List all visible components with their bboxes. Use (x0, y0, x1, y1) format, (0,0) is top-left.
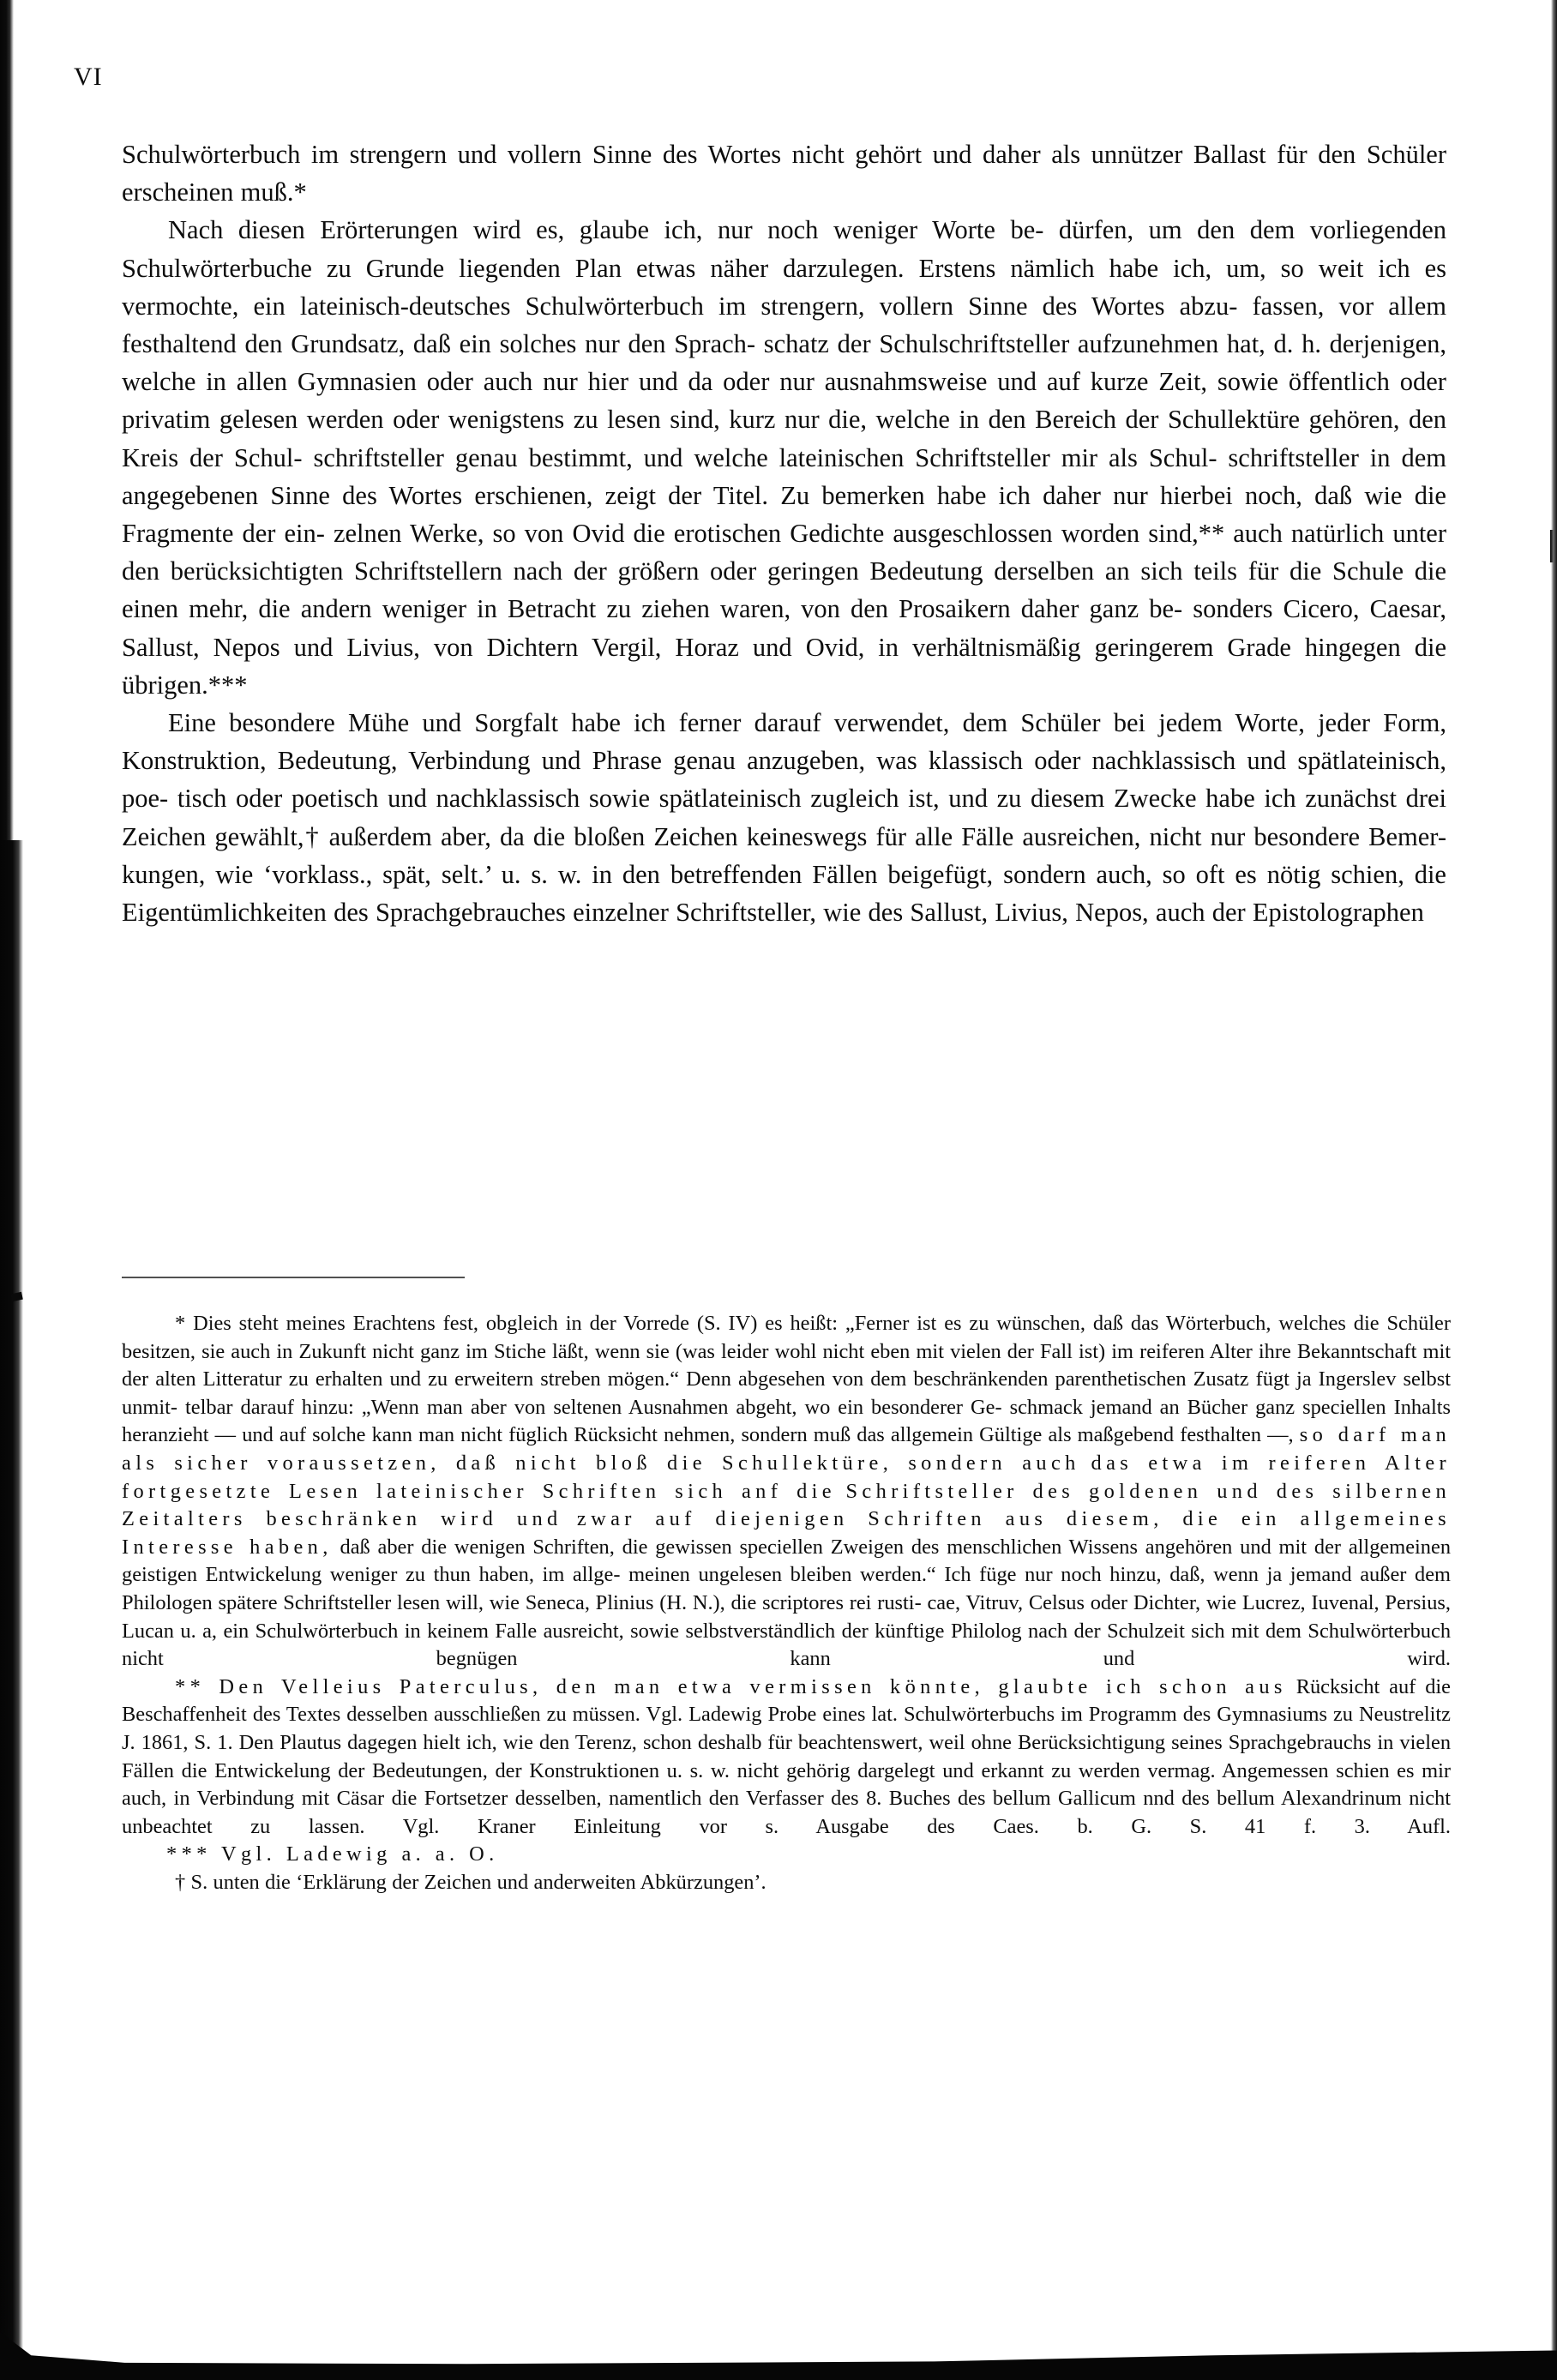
body-text (122, 135, 1446, 931)
body-line: diesem Zwecke habe ich zunächst drei Zeichen gewählt,† außerdem aber, da die (122, 784, 1446, 851)
footnote-line: Den Plautus dagegen hielt ich, wie den Terenz, schon deshalb für beachtenswert, weil ohne (238, 1730, 1012, 1754)
footnote-line: * Dies steht meines Erachtens fest, obgleich in der Vorrede (S. IV) es heißt: „Ferner ist (175, 1312, 937, 1335)
footnote-line-emphasis: *** Vgl. Ladewig a. a. O. (166, 1842, 499, 1866)
footnote-line-emphasis: ** Den Velleius Paterculus, den man etwa vermissen könnte, glaubte ich schon aus (175, 1674, 1287, 1698)
body-line: bloßen Zeichen keineswegs für alle Fälle ausreichen, nicht nur besondere Bemer- (574, 821, 1446, 851)
body-line: näher darzulegen. Erstens nämlich habe ich, um, so weit ich es vermochte, ein (122, 253, 1446, 321)
footnote-line: † S. unten die ‘Erklärung der Zeichen und anderweiten Abkürzungen’. (175, 1870, 766, 1894)
scan-edge-left-lower-artifact (0, 840, 23, 2349)
body-line: auch natürlich unter den berücksichtigten Schriftstellern nach der größern oder (122, 519, 1446, 586)
footnotes (122, 1310, 1451, 1896)
scan-edge-right-artifact (1551, 0, 1557, 2380)
footnote-line: in keinem Falle ausreicht, sowie selbstverständlich der künftige Philolog nach der Schulzeit sich (404, 1619, 1225, 1643)
body-line: Zeit, sowie öffentlich oder privatim gelesen werden oder wenigstens zu lesen sind, (122, 367, 1446, 435)
footnote-line: Philologen spätere Schriftsteller lesen will, wie Seneca, Plinius (H. N.), die scriptores rei rusti- (122, 1590, 922, 1614)
body-line: Eine besondere Mühe und Sorgfalt habe ich ferner darauf verwendet, dem (168, 708, 1008, 738)
footnote-line-emphasis: Schriftsteller des goldenen und des silbernen Zeitalters beschränken wird und (122, 1479, 1452, 1531)
page-number: VI (74, 63, 103, 91)
body-line: schriftsteller genau bestimmt, und welche lateinischen Schriftsteller mir als Schul- (313, 442, 1217, 472)
footnote-line: schien es mir auch, in Verbindung mit Cäsar die Fortsetzer desselben, namentlich den Verfasser (122, 1758, 1452, 1811)
footnote-line: schmack jemand an Bücher ganz speciellen Inhalts heranzieht — und auf solche kann man nicht (122, 1395, 1451, 1447)
footnote-line-final: mit dem Schulwörterbuch nicht begnügen kann und wird. (122, 1619, 1452, 1671)
body-line: Phrase genau anzugeben, was klassisch oder nachklassisch und spätlateinisch, poe- (122, 746, 1446, 814)
body-line: zelnen Werke, so von Ovid die erotischen Gedichte ausgeschlossen worden sind,** (333, 519, 1225, 549)
footnote-line-final: Vgl. Kraner Einleitung vor s. Ausgabe des Caes. b. G. S. 41 f. 3. Aufl. (402, 1814, 1452, 1838)
body-line: tisch oder poetisch und nachklassisch sowie spätlateinisch zugleich ist, und zu (177, 784, 1022, 814)
body-line: Zu bemerken habe ich daher nur hierbei noch, daß wie die Fragmente der ein- (122, 480, 1446, 549)
body-line: dürfen, um den dem vorliegenden Schulwörterbuche zu Grunde liegenden Plan etwas (122, 215, 1446, 283)
paragraph-2 (122, 211, 1446, 704)
body-line: andern weniger in Betracht zu ziehen waren, von den Prosaikern daher ganz be- (300, 594, 1183, 624)
footnote-line: Rücksicht auf die Beschaffenheit des Textes desselben ausschließen zu müssen. Vgl. Ladewig (122, 1674, 1451, 1727)
body-line: Ovid, in verhältnismäßig geringerem Grade hingegen die übrigen.*** (122, 632, 1446, 700)
footnote-line: es zu wünschen, daß das Wörterbuch, welches die Schüler besitzen, sie auch in Zukunft nicht (122, 1312, 1451, 1363)
footnote-2 (122, 1674, 1451, 1842)
footnote-line: ganz im Stiche läßt, wenn sie (was leider wohl nicht eben mit vielen der Fall ist) im reiferen (420, 1339, 1205, 1363)
footnote-1 (122, 1310, 1451, 1674)
body-line: Gymnasien oder auch nur hier und da oder nur ausnahmsweise und auf kurze (297, 367, 1149, 397)
footnote-line: angehören und mit der allgemeinen geistigen Entwickelung weniger zu thun haben, im allge- (122, 1535, 1452, 1587)
footnote-line-emphasis: zwar auf diejenigen Schriften aus diesem, die ein allgemeines Interesse haben, (122, 1507, 1452, 1559)
footnote-line-emphasis: das etwa im reiferen Alter fortgesetzte Lesen lateinischer Schriften sich anf die (122, 1451, 1451, 1503)
footnote-line: Probe eines lat. Schulwörterbuchs im Programm des Gymnasiums zu Neustrelitz J. 1861, S. 1. (122, 1703, 1451, 1754)
body-line: Schulwörterbuch im strengern und vollern Sinne des Wortes nicht gehört und (122, 140, 972, 169)
body-line: Schüler bei jedem Worte, jeder Form, Konstruktion, Bedeutung, Verbindung und (122, 708, 1446, 776)
body-line: sondern auch, so oft es nötig schien, die Eigentümlichkeiten des Sprachgebrauches (122, 859, 1446, 928)
footnote-4 (122, 1869, 1451, 1897)
body-line: lateinisch-deutsches Schulwörterbuch im strengern, vollern Sinne des Wortes abzu- (299, 291, 1238, 321)
body-line: kungen, wie ‘vorklass., spät, selt.’ u. s. w. in den betreffenden Fällen beigefügt, (122, 859, 994, 889)
paragraph-1 (122, 135, 1446, 211)
footnote-line: meinen ungelesen bleiben werden.“ Ich füge nur noch hinzu, daß, wenn ja jemand außer dem (628, 1563, 1452, 1587)
footnote-line: Alter ihre Bekanntschaft mit der alten Litteratur zu erhalten und zu erweitern streben mögen.“ (122, 1339, 1452, 1391)
body-line: Nach diesen Erörterungen wird es, glaube ich, nur noch weniger Worte be- (168, 215, 1044, 245)
body-line: schatz der Schulschriftsteller aufzunehmen hat, d. h. derjenigen, welche in allen (122, 329, 1446, 397)
footnote-line: telbar darauf hinzu: „Wenn man aber von seltenen Ausnahmen abgeht, wo ein besonderer Ge- (185, 1395, 1002, 1419)
footnote-line: Denn abgesehen von dem beschränkenden parenthetischen Zusatz fügt ja Ingerslev selbst unmit- (122, 1367, 1452, 1419)
body-line: sonders Cicero, Caesar, Sallust, Nepos und Livius, von Dichtern Vergil, Horaz und (122, 594, 1446, 662)
footnote-line: Berücksichtigung seines Sprachgebrauchs in vielen Fällen die Entwickelung der Bedeutungen, (122, 1730, 1452, 1782)
body-line: einzelner Schriftsteller, wie des Sallust, Livius, Nepos, auch der Epistolographen (573, 898, 1424, 928)
footnote-line-emphasis: so darf man als sicher voraussetzen, daß nicht bloß die Schullektüre, sondern auch (122, 1423, 1452, 1475)
body-line: daher als unnützer Ballast für den Schüler erscheinen muß.* (122, 140, 1446, 207)
body-line: schriftsteller in dem angegebenen Sinne des Wortes erschienen, zeigt der Titel. (122, 442, 1446, 510)
footnote-line: cae, Vitruv, Celsus oder Dichter, wie Lucrez, Iuvenal, Persius, Lucan u. a, ein Schulwörterbuch (122, 1590, 1451, 1643)
body-line: fassen, vor allem festhaltend den Grundsatz, daß ein solches nur den Sprach- (122, 291, 1446, 359)
paragraph-3 (122, 704, 1446, 931)
footnote-line: der Konstruktionen u. s. w. nicht gehörig dargelegt und erkannt zu werden vermag. Angemessen (495, 1758, 1329, 1782)
footnote-line: füglich Rücksicht nehmen, sondern muß das allgemein Gültige als maßgebend festhalten —, (508, 1423, 1294, 1447)
footnote-separator-rule (122, 1277, 465, 1278)
footnote-3 (122, 1841, 1451, 1869)
body-line: kurz nur die, welche in den Bereich der Schullektüre gehören, den Kreis der Schul- (122, 405, 1446, 472)
footnote-line: daß aber die wenigen Schriften, die gewissen speciellen Zweigen des menschlichen Wissens (340, 1535, 1138, 1559)
footnote-line: des 8. Buches des bellum Gallicum nnd des bellum Alexandrinum nicht unbeachtet zu lassen. (122, 1787, 1452, 1838)
body-line: geringen Bedeutung derselben an sich teils für die Schule die einen mehr, die (122, 556, 1446, 624)
